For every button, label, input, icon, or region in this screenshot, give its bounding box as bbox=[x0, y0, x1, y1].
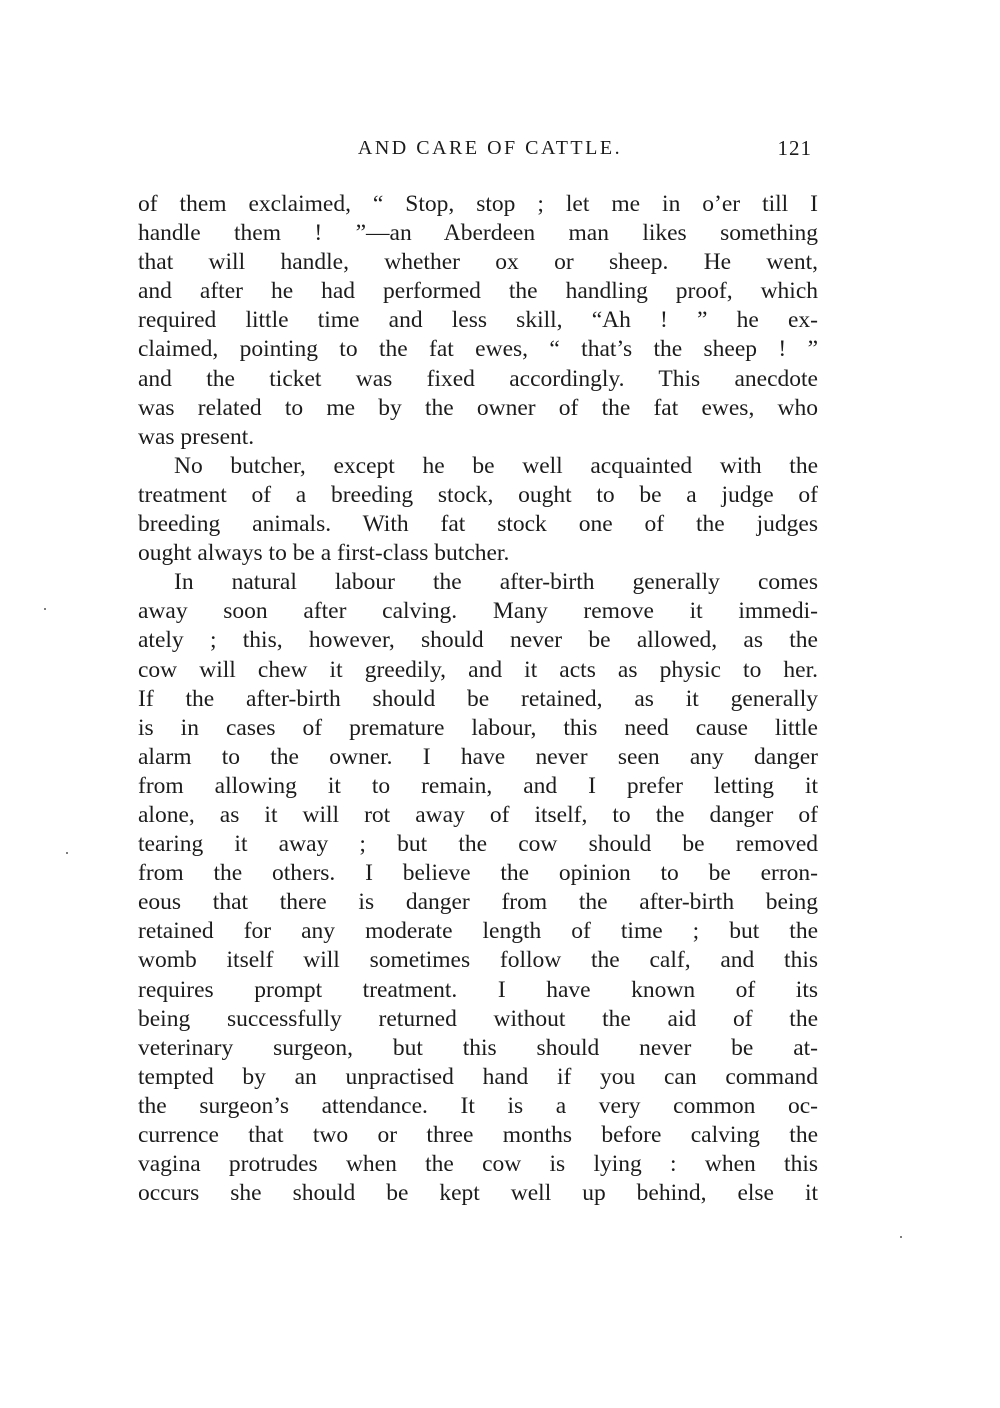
scan-speck bbox=[44, 608, 46, 610]
text-line: tearing it away ; but the cow should be removed bbox=[138, 831, 818, 858]
text-line: tempted by an unpractised hand if you can command bbox=[138, 1063, 818, 1090]
text-line: the surgeon’s attendance. It is a very common oc- bbox=[138, 1092, 818, 1119]
text-line: requires prompt treatment. I have known of its bbox=[138, 976, 818, 1003]
text-line: treatment of a breeding stock, ought to be a judge of bbox=[138, 481, 818, 508]
text-line: alone, as it will rot away of itself, to the danger of bbox=[138, 801, 818, 828]
text-line: vagina protrudes when the cow is lying : when this bbox=[138, 1151, 818, 1178]
body-text bbox=[138, 190, 818, 1208]
running-head bbox=[140, 133, 812, 163]
paragraph-end-line: ought always to be a first-class butcher. bbox=[138, 540, 510, 567]
text-line: and the ticket was fixed accordingly. This anecdote bbox=[138, 365, 818, 392]
text-line: ately ; this, however, should never be allowed, as the bbox=[138, 627, 818, 654]
text-line: handle them ! ”—an Aberdeen man likes something bbox=[138, 220, 818, 247]
text-line: and after he had performed the handling proof, which bbox=[138, 278, 818, 305]
paragraph-start-line: No butcher, except he be well acquainted with the bbox=[174, 452, 818, 479]
paragraph-end-line: was present. bbox=[138, 423, 255, 450]
text-line: occurs she should be kept well up behind, else it bbox=[138, 1180, 818, 1207]
running-title: AND CARE OF CATTLE. bbox=[357, 137, 623, 159]
text-line: breeding animals. With fat stock one of the judges bbox=[138, 511, 818, 538]
text-line: If the after-birth should be retained, as it generally bbox=[138, 685, 818, 712]
paragraph-start-line: In natural labour the after-birth generally comes bbox=[174, 569, 818, 596]
text-line: being successfully returned without the aid of the bbox=[138, 1005, 818, 1032]
text-line: that will handle, whether ox or sheep. He went, bbox=[138, 249, 818, 276]
text-line: alarm to the owner. I have never seen any danger bbox=[138, 743, 818, 770]
text-line: away soon after calving. Many remove it immedi- bbox=[138, 598, 818, 625]
text-line: claimed, pointing to the fat ewes, “ that’s the sheep ! ” bbox=[138, 336, 818, 363]
scan-speck bbox=[66, 852, 68, 854]
text-line: retained for any moderate length of time ; but the bbox=[138, 918, 818, 945]
text-line: required little time and less skill, “Ah ! ” he ex- bbox=[138, 307, 818, 334]
scan-speck bbox=[900, 1236, 902, 1238]
text-line: veterinary surgeon, but this should never be at- bbox=[138, 1034, 818, 1061]
text-line: was related to me by the owner of the fat ewes, who bbox=[138, 394, 818, 421]
text-line: from the others. I believe the opinion to be erron- bbox=[138, 860, 818, 887]
text-line: from allowing it to remain, and I prefer letting it bbox=[138, 772, 818, 799]
text-line: currence that two or three months before calving the bbox=[138, 1122, 818, 1148]
text-line: womb itself will sometimes follow the calf, and this bbox=[138, 947, 818, 974]
text-line: of them exclaimed, “ Stop, stop ; let me in o’er till I bbox=[138, 191, 818, 217]
text-line: is in cases of premature labour, this need cause little bbox=[138, 714, 818, 741]
text-line: cow will chew it greedily, and it acts as physic to her. bbox=[138, 656, 818, 683]
text-line: eous that there is danger from the after-birth being bbox=[138, 889, 818, 916]
page-number: 121 bbox=[777, 136, 812, 160]
